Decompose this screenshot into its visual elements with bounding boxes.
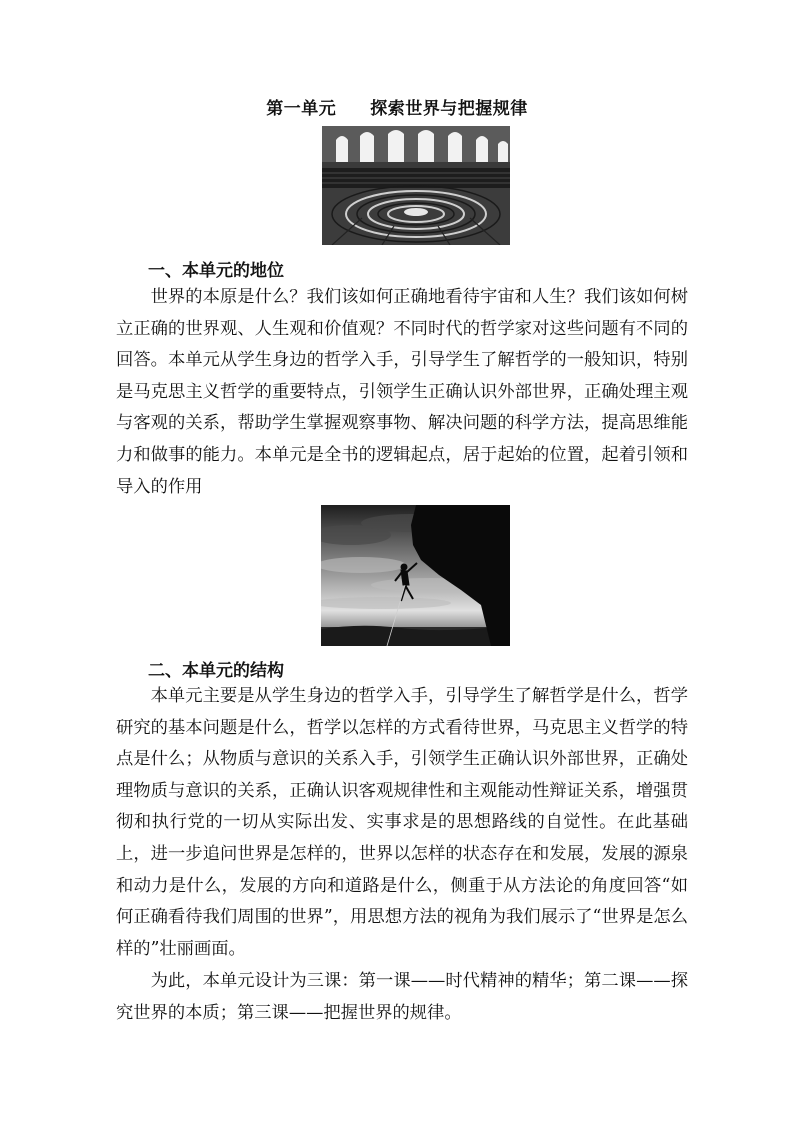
unit-number: 第一单元: [266, 99, 337, 119]
library-photo: [322, 126, 510, 245]
unit-title: [0, 94, 794, 119]
section-paragraph-position: 世界的本原是什么？我们该如何正确地看待宇宙和人生？我们该如何树立正确的世界观、人生观和价值观？不同时代的哲学家对这些问题有不同的回答。本单元从学生身边的哲学入手，引导学生了解哲学的一般知识，特别是马克思主义哲学的重要特点，引领学生正确认识外部世界，正确处理主观与客观的关系，帮助学生掌握观察事物、解决问题的科学方法，提高思维能力和做事的能力。本单元是全书的逻辑起点，居于起始的位置，起着引领和导入的作用: [116, 287, 688, 497]
climber-photo: [321, 505, 510, 646]
section-paragraph-structure-1: 本单元主要是从学生身边的哲学入手，引导学生了解哲学是什么，哲学研究的基本问题是什么，哲学以怎样的方式看待世界，马克思主义哲学的特点是什么；从物质与意识的关系入手，引领学生正确认识外部世界，正确处理物质与意识的关系，正确认识客观规律性和主观能动性辩证关系，增强贯彻和执行党的一切从实际出发、实事求是的思想路线的自觉性。在此基础上，进一步追问世界是怎样的，世界以怎样的状态存在和发展，发展的源泉和动力是什么，发展的方向和道路是什么，侧重于从方法论的角度回答“如何正确看待我们周围的世界”，用思想方法的视角为我们展示了“世界是怎么样的”壮丽画面。: [116, 686, 688, 959]
section-heading-position: 一、本单元的地位: [148, 261, 284, 281]
section-heading-structure: 二、本单元的结构: [148, 661, 284, 681]
unit-name: 探索世界与把握规律: [370, 99, 528, 119]
section-paragraph-structure-2: 为此，本单元设计为三课：第一课——时代精神的精华；第二课——探究世界的本质；第三课——把握世界的规律。: [116, 971, 688, 1023]
